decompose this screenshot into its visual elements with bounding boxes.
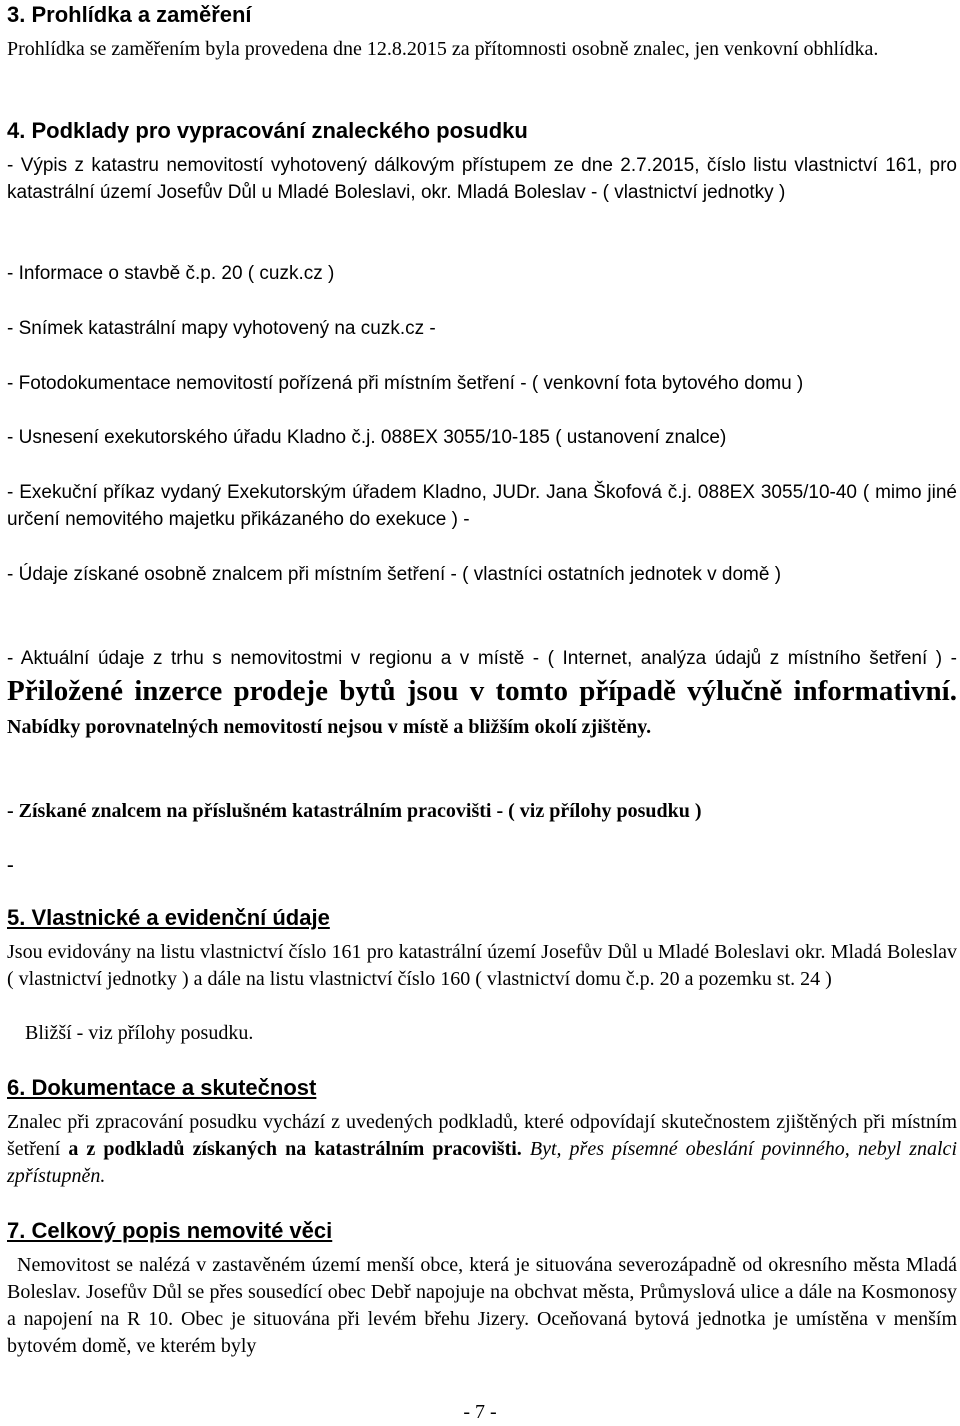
list-item-cadastral: - Získané znalcem na příslušném katastrálním pracovišti - ( viz přílohy posudku ) (7, 800, 702, 822)
list-item-dash: - (7, 854, 14, 876)
section-5-text: Jsou evidovány na listu vlastnictví číslo 161 pro katastrální území Josefův Důl u Mladé Boleslavi okr. Mladá Boleslav ( vlastnictví jednotky ) a dále na listu vlastnictví číslo 160 ( vlastnictví domu č.p. 20 a pozemku st. 24 ) (7, 941, 957, 990)
section-3-text: Prohlídka se zaměřením byla provedena dne 12.8.2015 za přítomnosti osobně znalec, jen venkovní obhlídka. (7, 38, 879, 60)
section-7-title: 7. Celkový popis nemovité věci (7, 1218, 333, 1243)
list-item-building-info: - Informace o stavbě č.p. 20 ( cuzk.cz ) (7, 263, 335, 284)
section-4-title: 4. Podklady pro vypracování znaleckého posudku (7, 118, 528, 143)
list-item-market-data (7, 642, 957, 744)
section-7-text: Nemovitost se nalézá v zastavěném území menší obce, která je situována severozápadně od okresního města Mladá Boleslav. Josefův Důl se přes sousedící obec Debř napojuje na obchvat města, Průmyslová ulice a dále na Kosmonosy a napojení na R 10. Obec je situována při levém břehu Jizery. Oceňovaná bytová jednotka je umístěna v menším bytovém domě, ve kterém byly (7, 1254, 957, 1357)
list-item-execution-order: - Exekuční příkaz vydaný Exekutorským úřadem Kladno, JUDr. Jana Škofová č.j. 088EX 3055/10-40 ( mimo jiné určení nemovitého majetku přikázaného do exekuce ) - (7, 482, 957, 530)
list-item-photos: - Fotodokumentace nemovitostí pořízená při místním šetření - ( venkovní fota bytového domu ) (7, 373, 804, 394)
market-data-text: - Aktuální údaje z trhu s nemovitostmi v regionu a v místě - ( Internet, analýza údajů z místního šetření ) - (7, 648, 957, 669)
list-item-extract: - Výpis z katastru nemovitostí vyhotovený dálkovým přístupem ze dne 2.7.2015, číslo listu vlastnictví 161, pro katastrální území Josefův Důl u Mladé Boleslavi, okr. Mladá Boleslav - ( vlastnictví jednotky ) (7, 155, 957, 203)
section-6-text-c: Byt, přes písemné obeslání povinného, nebyl znalci zpřístupněn. (7, 1138, 957, 1187)
section-3-title: 3. Prohlídka a zaměření (7, 2, 252, 27)
market-data-note: Nabídky porovnatelných nemovitostí nejsou v místě a bližším okolí zjištěny. (7, 716, 652, 738)
section-6-text-a: Znalec při zpracování posudku vychází z uvedených podkladů, které odpovídají skutečnostem zjištěných při místním šetření (7, 1111, 957, 1160)
section-6-title: 6. Dokumentace a skutečnost (7, 1075, 317, 1100)
section-5-title: 5. Vlastnické a evidenční údaje (7, 905, 330, 930)
section-6-text (7, 1109, 957, 1190)
page-number: - 7 - (463, 1401, 497, 1423)
list-item-map: - Snímek katastrální mapy vyhotovený na cuzk.cz - (7, 318, 436, 339)
list-item-owner-data: - Údaje získané osobně znalcem při místním šetření - ( vlastníci ostatních jednotek v domě ) (7, 564, 782, 585)
section-5-note: Bližší - viz přílohy posudku. (25, 1022, 254, 1044)
list-item-resolution: - Usnesení exekutorského úřadu Kladno č.j. 088EX 3055/10-185 ( ustanovení znalce) (7, 427, 727, 448)
section-6-text-b: a z podkladů získaných na katastrálním pracovišti. (68, 1138, 522, 1160)
market-data-bold: Přiložené inzerce prodeje bytů jsou v tomto případě výlučně informativní. (7, 675, 957, 707)
